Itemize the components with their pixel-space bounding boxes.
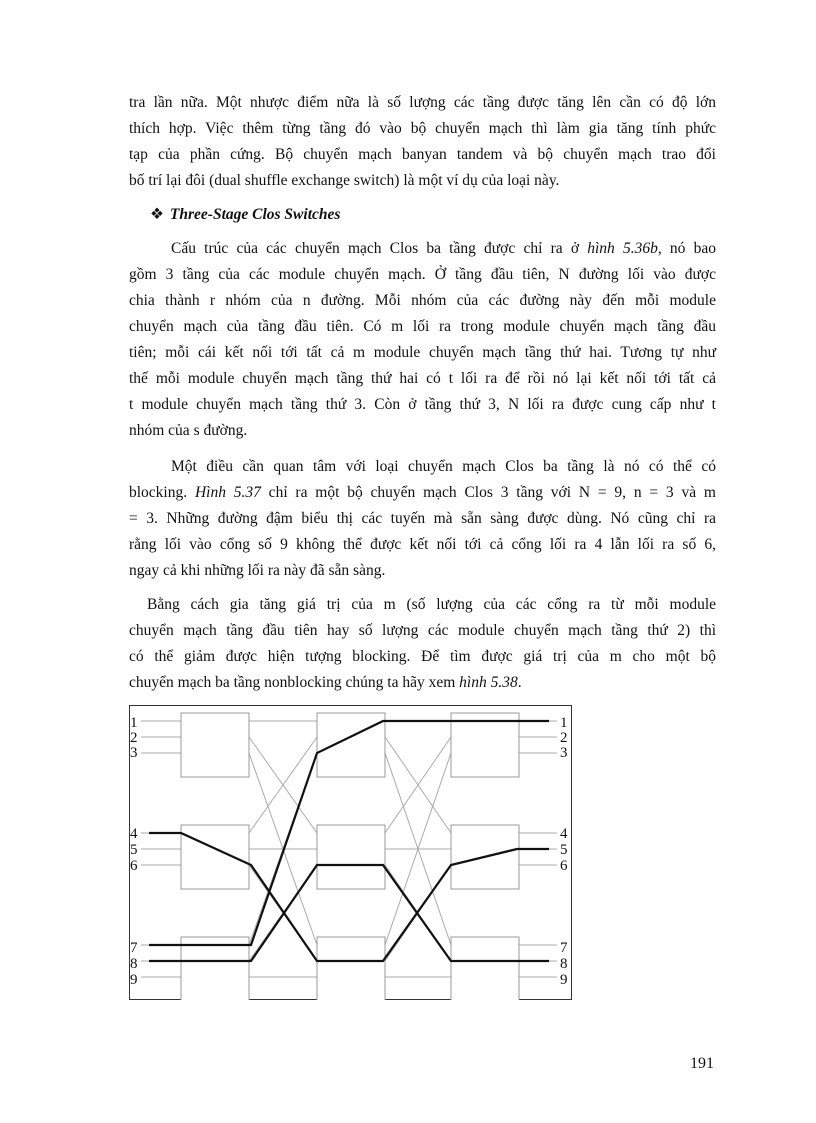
output-label: 9 [560, 972, 568, 988]
text-line: Một điều cần quan tâm với loại chuyển mạch Clos ba tầng là nó có thể có [171, 458, 716, 475]
output-label: 1 [560, 715, 568, 731]
output-label: 4 [560, 826, 568, 842]
paragraph-1 [129, 90, 716, 194]
output-label: 2 [560, 730, 568, 746]
input-label: 6 [130, 858, 138, 874]
output-label: 5 [560, 842, 568, 858]
text-line: ngay cả khi những lối ra này đã sẵn sàng. [129, 562, 386, 579]
text-line: tra lần nữa. Một nhược điểm nữa là số lượng các tầng được tăng lên cần có độ lớn [129, 94, 716, 111]
input-label: 3 [130, 745, 138, 761]
input-label: 4 [130, 826, 138, 842]
input-label: 5 [130, 842, 138, 858]
input-label: 7 [130, 940, 138, 956]
text-line: t module chuyển mạch tầng thứ 3. Còn ở tầng thứ 3, N lối ra được cung cấp như t [129, 396, 716, 413]
input-label: 1 [130, 715, 138, 731]
diamond-bullet-icon: ❖ [150, 206, 164, 223]
text-line: tạp của phần cứng. Bộ chuyển mạch banyan tandem và bộ chuyển mạch trao đổi [129, 146, 716, 163]
output-label: 6 [560, 858, 568, 874]
text-line: thế mỗi module chuyển mạch tầng thứ hai có t lối ra để rồi nó lại kết nối tới tất cả [129, 370, 716, 387]
text-line: thích hợp. Việc thêm từng tầng đó vào bộ chuyển mạch thì làm gia tăng tính phức [129, 120, 716, 137]
input-label: 2 [130, 730, 138, 746]
text-line: chia thành r nhóm của n đường. Mỗi nhóm của các đường này đến mỗi module [129, 292, 716, 309]
switch-module [181, 825, 249, 889]
text-line: = 3. Những đường đậm biểu thị các tuyến mà sẵn sàng được dùng. Nó cũng chỉ ra [129, 510, 716, 527]
switch-module [317, 825, 385, 889]
figure-reference: hình 5.36b [587, 240, 658, 257]
text-line: bố trí lại đôi (dual shuffle exchange switch) là một ví dụ của loại này. [129, 172, 560, 189]
text-line: rằng lối vào cổng số 9 không thể được kết nối tới cả cổng lối ra 4 lẫn lối ra số 6, [129, 536, 716, 553]
clos-switch-figure [129, 705, 572, 1000]
text-line: gồm 3 tầng của các module chuyển mạch. Ở tầng đầu tiên, N đường lối vào được [129, 266, 716, 283]
figure-reference: hình 5.38 [459, 674, 518, 691]
switch-module [451, 937, 519, 1000]
switch-module [317, 713, 385, 777]
paragraph-4 [129, 592, 716, 696]
text-line: tiên; mỗi cái kết nối tới tất cả m module chuyển mạch tầng thứ hai. Tương tự như [129, 344, 716, 361]
text-line: chuyển mạch của tầng đầu tiên. Có m lối ra trong module chuyển mạch tầng đầu [129, 318, 716, 335]
input-label: 8 [130, 956, 138, 972]
paragraph-2 [129, 236, 716, 444]
section-heading [150, 205, 340, 224]
output-labels [560, 715, 568, 988]
text-line: có thể giảm được hiện tượng blocking. Để tìm được giá trị của m cho một bộ [129, 648, 716, 665]
text-line: chuyển mạch ba tầng nonblocking chúng ta hãy xem hình 5.38. [129, 674, 522, 691]
switch-module [317, 937, 385, 1000]
switch-module [181, 713, 249, 777]
switch-module [451, 713, 519, 777]
text-line: nhóm của s đường. [129, 422, 248, 439]
output-label: 7 [560, 940, 568, 956]
text-line: blocking. Hình 5.37 chỉ ra một bộ chuyển mạch Clos 3 tầng với N = 9, n = 3 và m [129, 484, 716, 501]
output-label: 3 [560, 745, 568, 761]
figure-reference: Hình 5.37 [194, 484, 261, 501]
input-labels [130, 715, 138, 988]
text-line: Cấu trúc của các chuyển mạch Clos ba tầng được chỉ ra ở hình 5.36b, nó bao [171, 240, 717, 257]
switch-module [181, 937, 249, 1000]
input-label: 9 [130, 972, 138, 988]
page-number: 191 [690, 1055, 714, 1072]
text-line: Bằng cách gia tăng giá trị của m (số lượng của các cổng ra từ mỗi module [147, 596, 716, 613]
text-line: chuyển mạch tầng đầu tiên hay số lượng các module chuyển mạch tầng thứ 2) thì [129, 622, 716, 639]
paragraph-3 [129, 454, 716, 584]
section-heading-text: Three-Stage Clos Switches [169, 206, 341, 223]
output-label: 8 [560, 956, 568, 972]
